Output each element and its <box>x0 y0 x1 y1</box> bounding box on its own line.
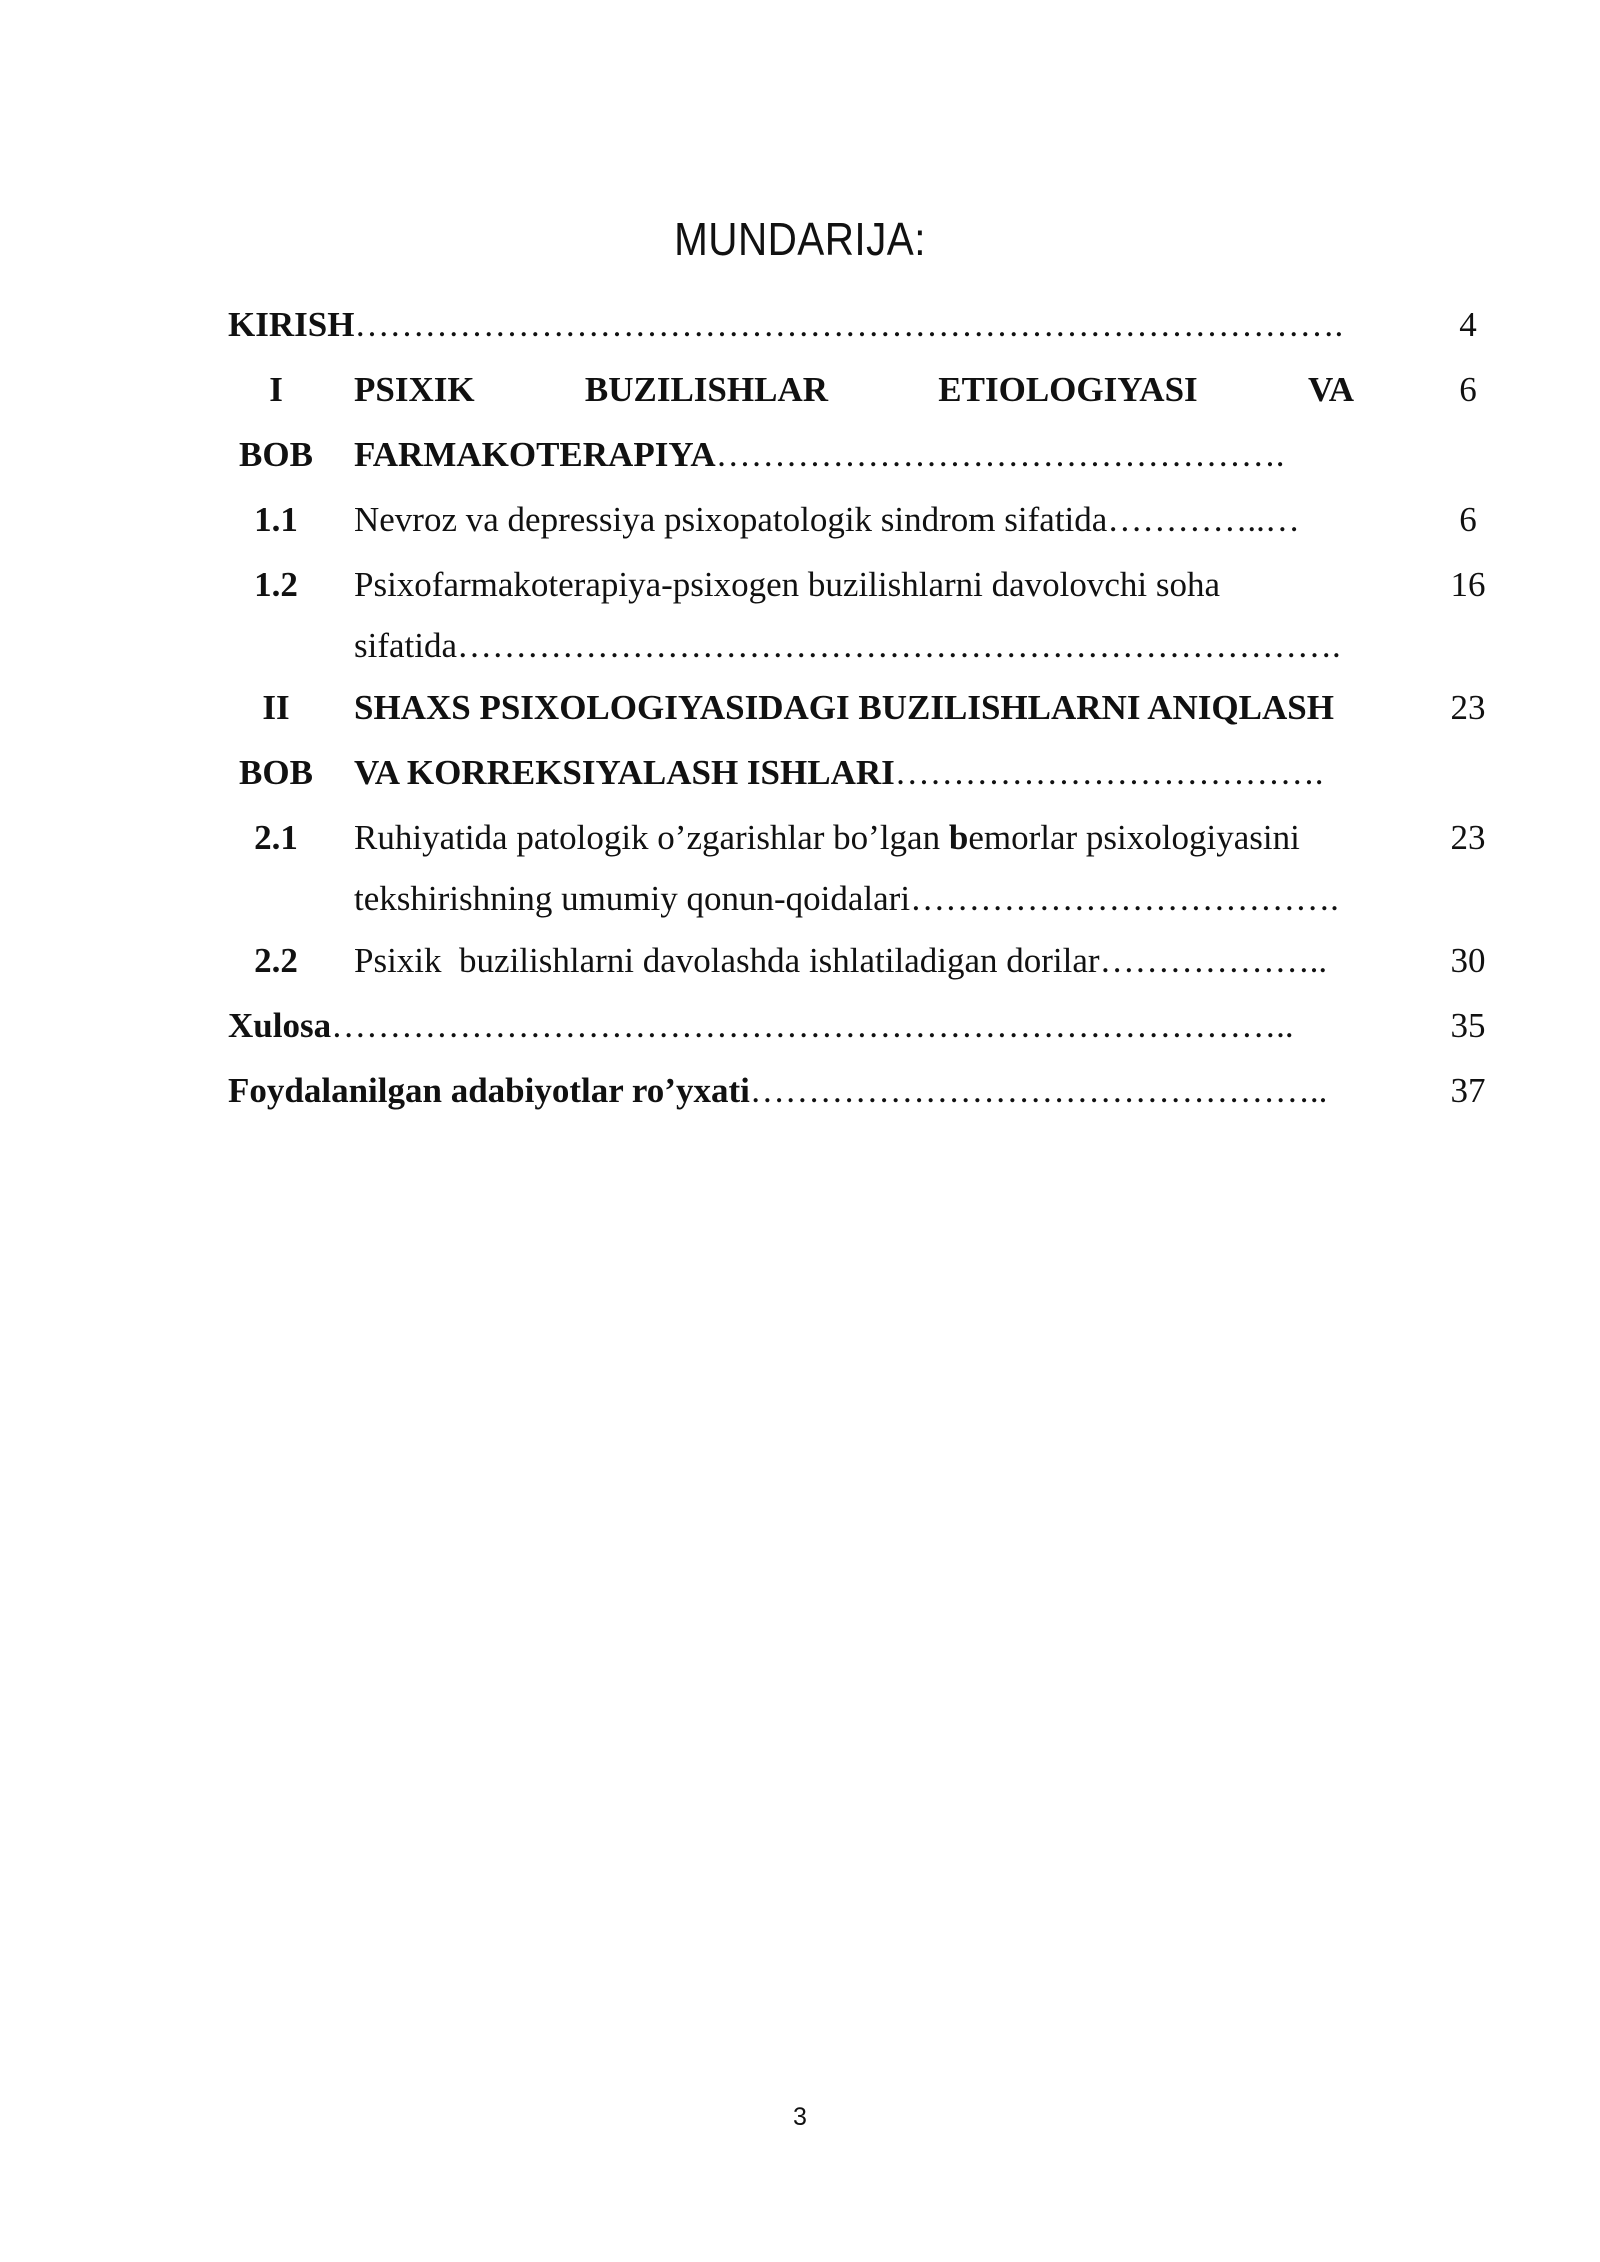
toc-entry-2-2[interactable] <box>228 928 1498 993</box>
chapter-number: II <box>262 688 290 727</box>
toc-page-number: 6 <box>1459 500 1477 539</box>
section-number: 1.2 <box>254 565 298 604</box>
toc-entry-2-1[interactable] <box>228 805 1498 870</box>
leader-dots: ……………………………………………………………………….. <box>331 1006 1294 1045</box>
toc-entry-chapter-2-cont[interactable] <box>228 740 1498 805</box>
section-title: tekshirishning umumiy qonun-qoidalari <box>354 879 911 918</box>
toc-entry-title: Xulosa <box>228 1006 332 1045</box>
toc-page-number: 37 <box>1450 1071 1486 1110</box>
toc-entry-title: Foydalanilgan adabiyotlar ro’yxati <box>228 1071 750 1110</box>
toc-entry-adabiyotlar[interactable] <box>228 1058 1498 1123</box>
toc-entry-kirish[interactable] <box>228 292 1498 357</box>
page-title: MUNDARIJA: <box>674 213 926 265</box>
footer-page-number: 3 <box>793 2103 807 2131</box>
chapter-title: VA KORREKSIYALASH ISHLARI <box>354 753 895 792</box>
toc-page-number: 23 <box>1450 688 1486 727</box>
section-title: Nevroz va depressiya psixopatologik sindrom sifatida <box>354 500 1108 539</box>
toc-page-number: 16 <box>1450 565 1486 604</box>
toc-entry-1-2-cont[interactable] <box>228 617 1498 675</box>
toc-page-number: 30 <box>1450 941 1486 980</box>
toc-entry-1-1[interactable] <box>228 487 1498 552</box>
section-title: Ruhiyatida patologik o’zgarishlar bo’lgan <box>354 818 949 857</box>
toc-entry-chapter-1[interactable] <box>228 357 1498 422</box>
section-title: emorlar psixologiyasini <box>968 818 1300 857</box>
leader-dots: …………………………………………. <box>715 435 1285 474</box>
leader-dots: ………………………………. <box>910 879 1339 918</box>
toc-entry-chapter-1-cont[interactable] <box>228 422 1498 487</box>
section-title: Psixik buzilishlarni davolashda ishlatiladigan dorilar <box>354 941 1100 980</box>
toc-entry-title: KIRISH <box>228 305 355 344</box>
section-number: 1.1 <box>254 500 298 539</box>
chapter-title-word: BUZILISHLAR <box>584 370 829 409</box>
chapter-title: FARMAKOTERAPIYA <box>354 435 716 474</box>
chapter-title-word: PSIXIK <box>354 370 475 409</box>
toc-entry-2-1-cont[interactable] <box>228 870 1498 928</box>
leader-dots: ………………………………. <box>894 753 1324 792</box>
toc-entry-xulosa[interactable] <box>228 993 1498 1058</box>
chapter-label: BOB <box>239 753 313 792</box>
section-number: 2.1 <box>254 818 298 857</box>
leader-dots: ……………….. <box>1099 941 1328 980</box>
toc-page-number: 23 <box>1450 818 1486 857</box>
table-of-contents <box>228 292 1498 1123</box>
chapter-label: BOB <box>239 435 313 474</box>
toc-page-number: 35 <box>1450 1006 1486 1045</box>
section-number: 2.2 <box>254 941 298 980</box>
chapter-title-word: ETIOLOGIYASI <box>938 370 1198 409</box>
chapter-title: SHAXS PSIXOLOGIYASIDAGI BUZILISHLARNI ANIQLASH <box>354 688 1334 727</box>
leader-dots: ………………………………………….. <box>749 1071 1328 1110</box>
toc-entry-1-2[interactable] <box>228 552 1498 617</box>
toc-entry-chapter-2[interactable] <box>228 675 1498 740</box>
toc-page-number: 4 <box>1459 305 1477 344</box>
chapter-title-word: VA <box>1307 370 1354 409</box>
leader-dots: …………..… <box>1107 500 1300 539</box>
section-title-bold-letter: b <box>948 818 969 857</box>
toc-page-number: 6 <box>1459 370 1477 409</box>
section-title: Psixofarmakoterapiya-psixogen buzilishlarni davolovchi soha <box>354 565 1221 604</box>
leader-dots: …………………………………………………………………………. <box>354 305 1344 344</box>
leader-dots: …………………………………………………………………. <box>457 626 1341 665</box>
chapter-number: I <box>269 370 283 409</box>
section-title: sifatida <box>354 626 458 665</box>
